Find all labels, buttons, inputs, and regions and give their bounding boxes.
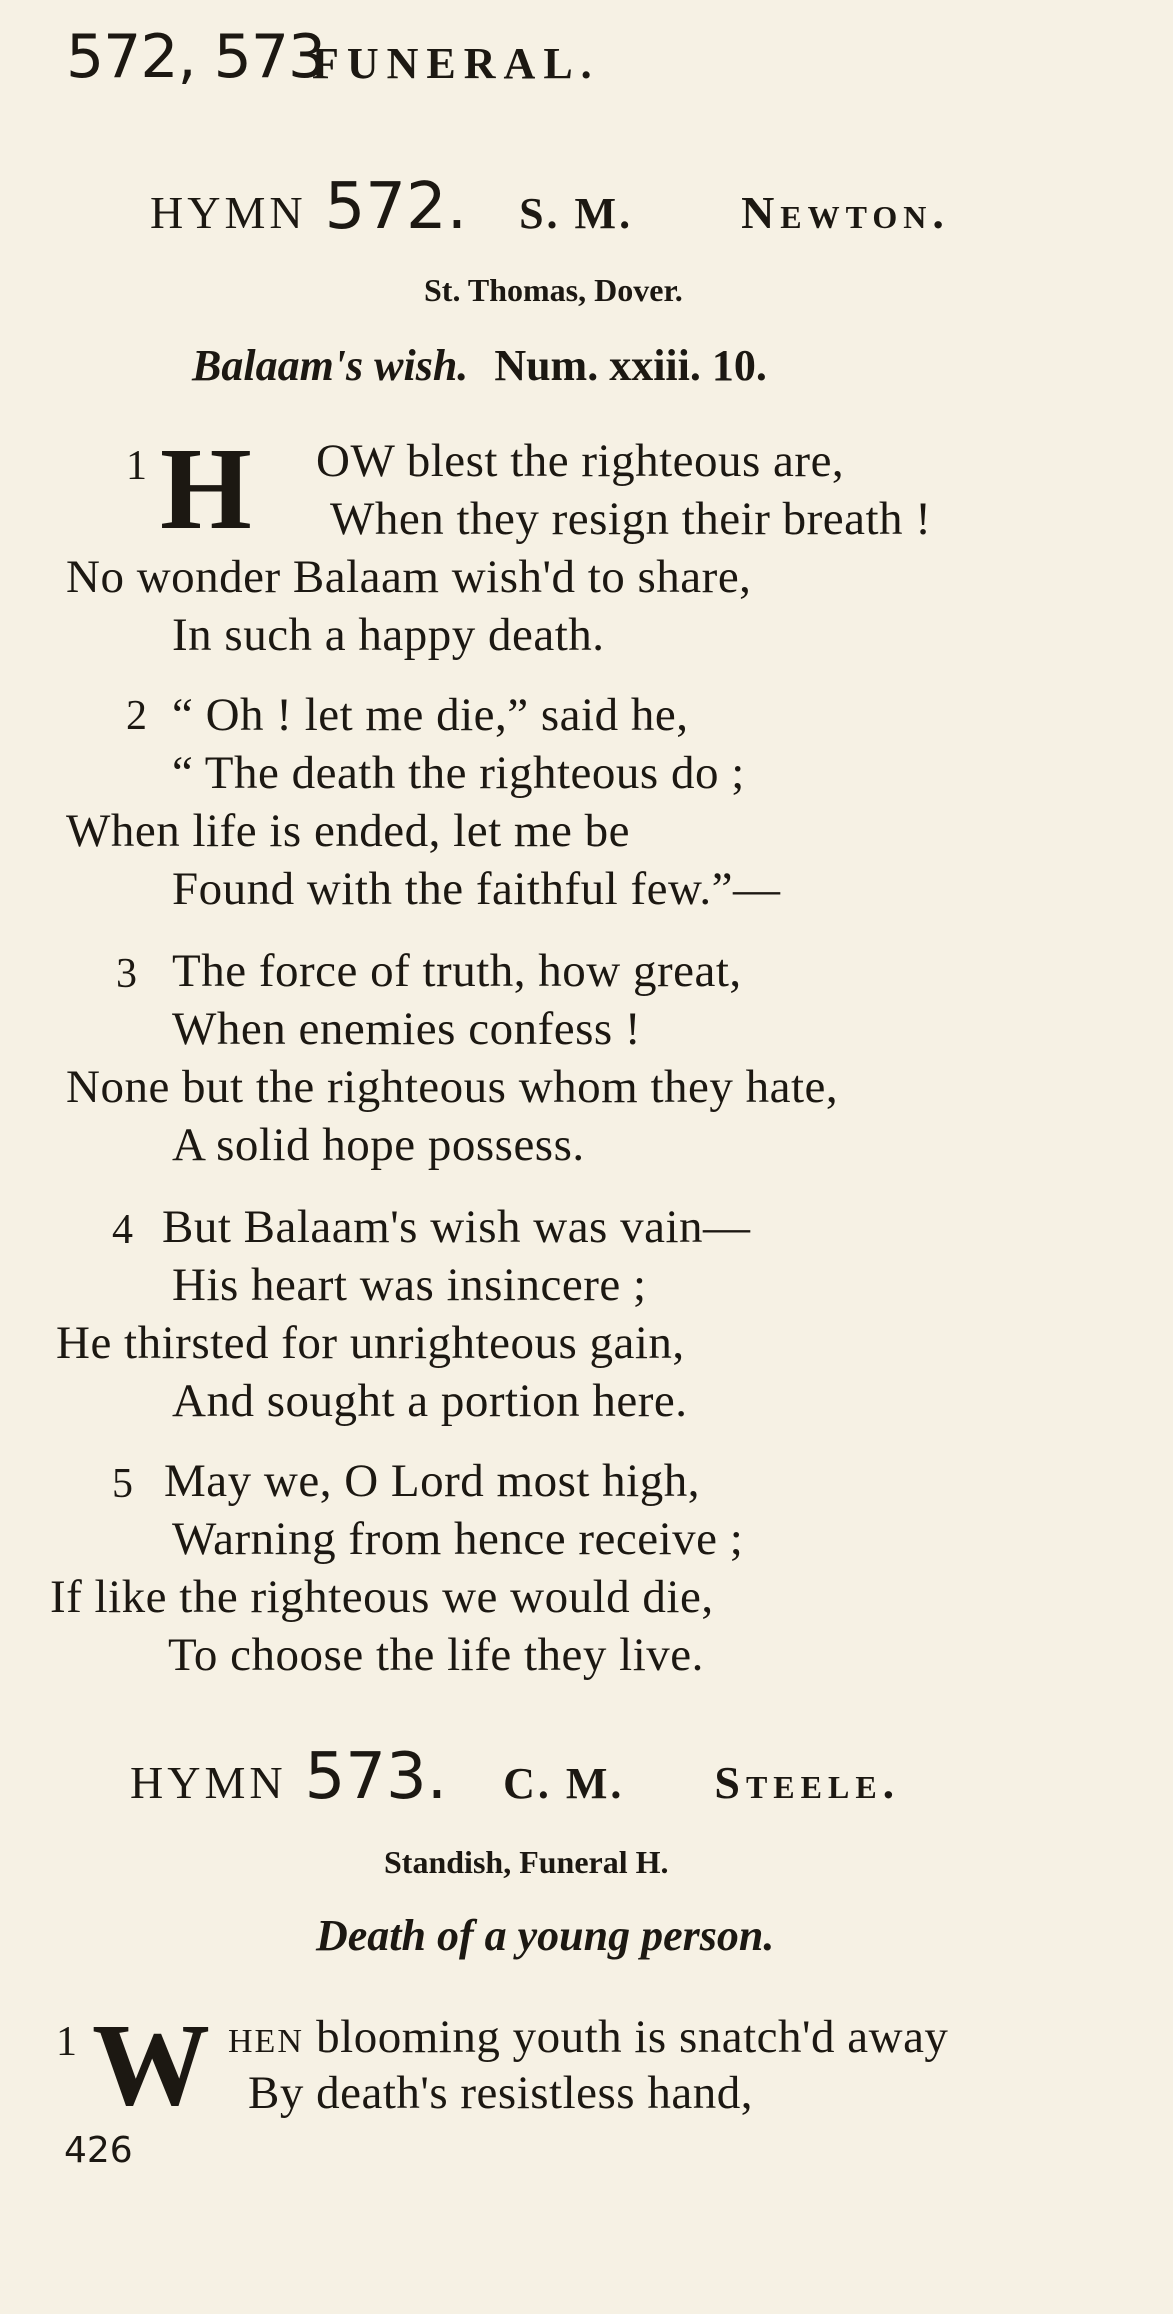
verse-line: His heart was insincere ; bbox=[172, 1259, 647, 1311]
verse-line: “ Oh ! let me die,” said he, bbox=[172, 689, 689, 741]
hymn-number: 572. bbox=[324, 170, 468, 244]
verse-line: May we, O Lord most high, bbox=[164, 1455, 700, 1507]
verse-line: OW blest the righteous are, bbox=[316, 435, 845, 487]
verse-line: By death's resistless hand, bbox=[248, 2067, 753, 2119]
verse-number: 1 bbox=[126, 443, 147, 489]
hymn-573-tunes: Standish, Funeral H. bbox=[384, 1844, 669, 1880]
verse-line: A solid hope possess. bbox=[172, 1119, 585, 1171]
hymn-label: HYMN bbox=[130, 1757, 287, 1808]
hymn-573-heading bbox=[130, 1740, 900, 1814]
verse-number: 2 bbox=[126, 693, 147, 739]
hymn-572-subject-line bbox=[192, 340, 767, 391]
hymn-572-heading bbox=[150, 170, 950, 244]
verse-line: In such a happy death. bbox=[172, 609, 605, 661]
drop-capital: H bbox=[160, 423, 252, 554]
drop-capital: W bbox=[92, 1999, 210, 2130]
hymn-subject: Balaam's wish. bbox=[192, 341, 469, 390]
verse-line: “ The death the righteous do ; bbox=[172, 747, 745, 799]
hymn-573-subject: Death of a young person. bbox=[316, 1911, 775, 1960]
verse-line: To choose the life they live. bbox=[168, 1629, 704, 1681]
verse-line: When they resign their breath ! bbox=[330, 493, 932, 545]
verse-line: And sought a portion here. bbox=[172, 1375, 688, 1427]
hymn-meter: S. M. bbox=[519, 189, 634, 238]
verse-number: 4 bbox=[112, 1207, 133, 1253]
small-caps-word: HEN bbox=[228, 2023, 304, 2060]
verse-line: The force of truth, how great, bbox=[172, 945, 742, 997]
hymn-meter: C. M. bbox=[503, 1759, 625, 1808]
header-hymn-numbers: 572, 573 bbox=[66, 22, 326, 92]
verse-line: Warning from hence receive ; bbox=[172, 1513, 744, 1565]
verse-line: When enemies confess ! bbox=[172, 1003, 642, 1055]
scripture-reference: Num. xxiii. 10. bbox=[494, 341, 767, 390]
verse-number: 5 bbox=[112, 1461, 133, 1507]
verse-line: No wonder Balaam wish'd to share, bbox=[66, 551, 752, 603]
verse-line bbox=[228, 2010, 948, 2064]
verse-number: 3 bbox=[116, 951, 137, 997]
verse-line: But Balaam's wish was vain— bbox=[162, 1201, 751, 1253]
page-number: 426 bbox=[64, 2130, 133, 2171]
verse-line: When life is ended, let me be bbox=[66, 805, 630, 857]
hymn-label: HYMN bbox=[150, 187, 307, 238]
hymn-572-tunes: St. Thomas, Dover. bbox=[424, 272, 683, 308]
header-section-title: FUNERAL. bbox=[312, 39, 600, 88]
verse-number: 1 bbox=[56, 2019, 77, 2065]
verse-line: Found with the faithful few.”— bbox=[172, 863, 781, 915]
hymn-author: Steele. bbox=[714, 1757, 901, 1808]
hymn-author: Newton. bbox=[741, 187, 950, 238]
verse-line: If like the righteous we would die, bbox=[50, 1571, 714, 1623]
verse-line: None but the righteous whom they hate, bbox=[66, 1061, 839, 1113]
hymn-number: 573. bbox=[304, 1740, 448, 1814]
line-text: blooming youth is snatch'd away bbox=[303, 2011, 949, 2063]
verse-line: He thirsted for unrighteous gain, bbox=[56, 1317, 685, 1369]
